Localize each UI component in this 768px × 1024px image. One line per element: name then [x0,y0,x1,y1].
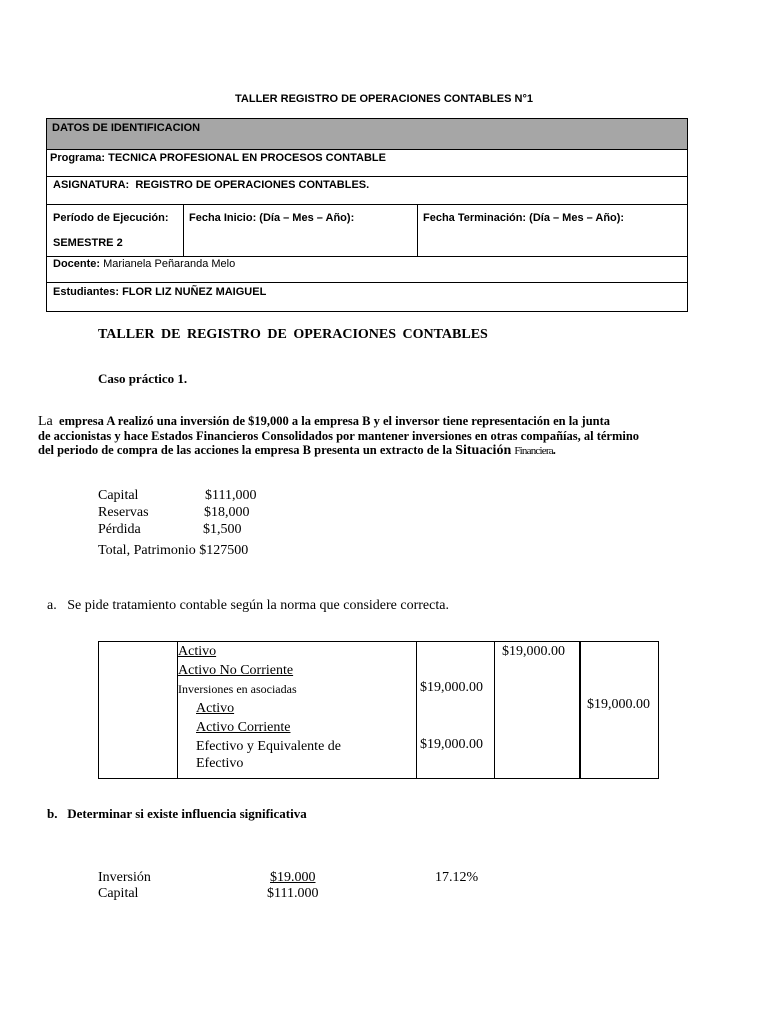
estudiantes-cell [47,283,688,312]
docente-cell [47,257,688,283]
equity-perdida-label: Pérdida [98,522,141,537]
question-b-text: Determinar si existe influencia significativa [67,806,307,821]
journal-partial-2: $19,000.00 [420,737,483,752]
journal-account-code-cell [99,642,178,779]
capital-value: $111.000 [267,886,319,901]
journal-debit-value: $19,000.00 [502,644,565,659]
journal-desc-line: Activo [178,644,217,659]
journal-entry-table [98,641,659,779]
journal-credit-cell [580,642,659,779]
docente-value: Marianela Peñaranda Melo [103,258,236,270]
journal-partial-cell [417,642,495,779]
capital-label: Capital [98,886,139,901]
periodo-value: SEMESTRE 2 [53,237,123,249]
influence-percentage: 17.12% [435,870,479,885]
intro-line-3-tiny: Financiera [514,445,553,457]
equity-perdida-value: $1,500 [203,522,242,537]
fecha-terminacion-cell [418,205,688,257]
fecha-terminacion-label: Fecha Terminación: (Día – Mes – Año): [423,212,625,224]
journal-desc-line: Activo No Corriente [178,663,294,678]
journal-description-cell [178,642,417,779]
inversion-value: $19.000 [270,870,316,885]
journal-credit-value: $19,000.00 [587,697,650,712]
identification-table [46,118,688,312]
intro-paragraph [38,414,678,458]
periodo-cell [47,205,184,257]
fecha-inicio-cell [184,205,418,257]
question-a [47,598,449,614]
programa-cell [47,150,688,177]
programa-label: Programa: [50,152,106,164]
document-title: TALLER REGISTRO DE OPERACIONES CONTABLES N°1 [235,93,533,105]
journal-desc-line: Inversiones en asociadas [178,682,297,696]
fecha-inicio-label: Fecha Inicio: (Día – Mes – Año): [189,212,355,224]
equity-capital-value: $111,000 [205,488,257,503]
journal-desc-line: Activo Corriente [196,720,291,735]
estudiantes-value: FLOR LIZ NUÑEZ MAIGUEL [122,286,267,298]
programa-value: TECNICA PROFESIONAL EN PROCESOS CONTABLE [108,152,386,164]
inversion-label: Inversión [98,870,151,885]
journal-desc-line: Efectivo y Equivalente de Efectivo [196,739,341,771]
equity-reservas-value: $18,000 [204,505,250,520]
asignatura-label: ASIGNATURA: [53,179,130,191]
intro-line-3-big: Situación [455,443,512,458]
question-b-marker: b. [47,806,58,821]
equity-reservas-label: Reservas [98,505,149,520]
question-b [47,806,307,822]
equity-capital-label: Capital [98,488,139,503]
asignatura-cell [47,177,688,205]
case-title: Caso práctico 1. [98,371,188,386]
asignatura-value: REGISTRO DE OPERACIONES CONTABLES. [135,179,370,191]
question-a-text: Se pide tratamiento contable según la norma que considere correcta. [67,598,449,613]
journal-debit-cell [495,642,581,779]
journal-partial-1: $19,000.00 [420,680,483,695]
intro-line-3-end: . [552,443,556,457]
docente-label: Docente: [53,258,101,270]
intro-line-3: del periodo de compra de las acciones la empresa B presenta un extracto de la [38,443,453,457]
periodo-label: Período de Ejecución: [53,212,169,224]
section-title: TALLER DE REGISTRO DE OPERACIONES CONTABLES [98,327,488,342]
question-a-marker: a. [47,598,57,613]
intro-line-1: empresa A realizó una inversión de $19,000 a la empresa B y el inversor tiene representación en la junta [59,414,611,428]
equity-total: Total, Patrimonio $127500 [98,543,249,558]
journal-desc-line: Activo [196,701,235,716]
identification-header: DATOS DE IDENTIFICACION [47,119,688,150]
intro-lead: La [38,414,53,429]
intro-line-2: de accionistas y hace Estados Financieros Consolidados por mantener inversiones en otras compañías, al término [38,429,640,443]
estudiantes-label: Estudiantes: [53,286,120,298]
